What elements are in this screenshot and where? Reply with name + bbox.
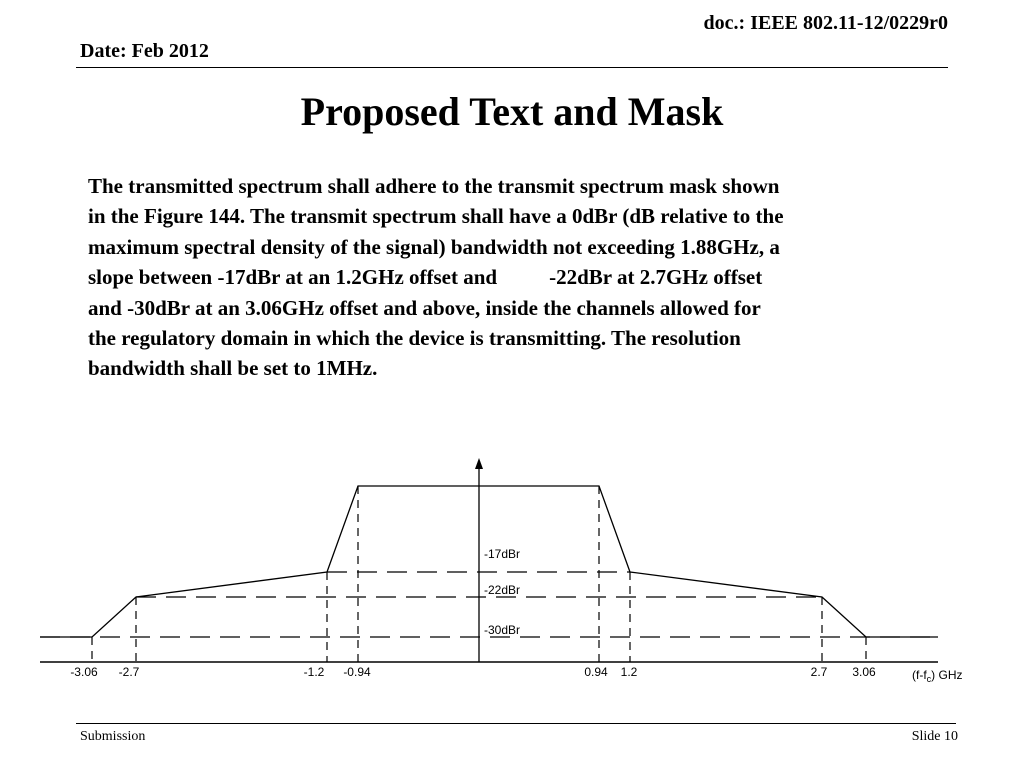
- document-id: doc.: IEEE 802.11-12/0229r0: [703, 12, 948, 34]
- footer-submission: Submission: [80, 729, 146, 744]
- tick-label-1-2: 1.2: [620, 665, 638, 679]
- body-line-6: the regulatory domain in which the device is transmitting. The resolution: [88, 326, 741, 351]
- body-line-4-part-2: -22dBr at 2.7GHz offset: [549, 265, 763, 290]
- body-line-4-part-1: slope between -17dBr at an 1.2GHz offset and: [88, 265, 498, 290]
- axis-label-subscript: c: [926, 674, 932, 684]
- level-label-minus-17dbr: -17dBr: [484, 547, 521, 561]
- body-line-2: in the Figure 144. The transmit spectrum shall have a 0dBr (dB relative to the: [88, 204, 784, 229]
- spectrum-mask-diagram: [0, 440, 1024, 700]
- level-axis-arrow-icon: [475, 458, 483, 469]
- frequency-tick-labels: [70, 665, 876, 679]
- body-line-4: [88, 262, 948, 292]
- body-line-5: and -30dBr at an 3.06GHz offset and above, inside the channels allowed for: [88, 295, 761, 320]
- tick-label-minus-0-94: -0.94: [343, 665, 371, 679]
- slide-title: Proposed Text and Mask: [300, 89, 724, 134]
- axis-label-prefix: (f-f: [912, 668, 927, 682]
- footer-slide-number: Slide 10: [911, 729, 958, 744]
- body-paragraph: [88, 171, 948, 384]
- tick-label-3-06: 3.06: [852, 665, 876, 679]
- body-line-7: bandwidth shall be set to 1MHz.: [88, 356, 378, 381]
- tick-label-0-94: 0.94: [584, 665, 608, 679]
- tick-label-minus-3-06: -3.06: [70, 665, 98, 679]
- document-date: Date: Feb 2012: [80, 40, 209, 62]
- body-line-1: The transmitted spectrum shall adhere to the transmit spectrum mask shown: [88, 174, 780, 198]
- body-line-3: maximum spectral density of the signal) bandwidth not exceeding 1.88GHz, a: [88, 234, 780, 259]
- level-label-minus-30dbr: -30dBr: [484, 623, 521, 637]
- footer-divider: [76, 723, 956, 724]
- axis-label-suffix: ) GHz: [931, 668, 963, 682]
- tick-label-minus-1-2: -1.2: [303, 665, 325, 679]
- level-label-minus-22dbr: -22dBr: [484, 583, 521, 597]
- tick-label-minus-2-7: -2.7: [118, 665, 140, 679]
- header-divider: [76, 67, 948, 68]
- spectrum-mask-outline: [40, 486, 938, 637]
- tick-label-2-7: 2.7: [810, 665, 828, 679]
- frequency-axis-label: [912, 668, 963, 684]
